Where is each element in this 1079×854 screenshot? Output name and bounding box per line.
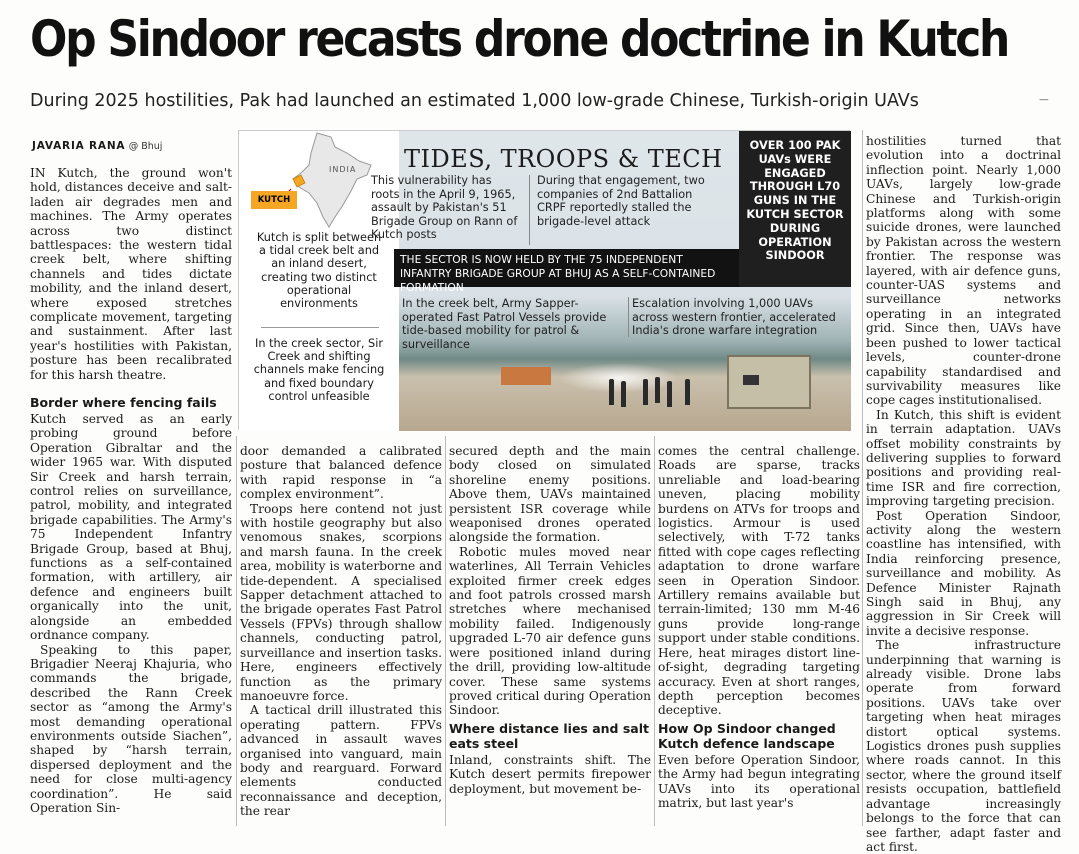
paragraph: Troops here contend not just with hostile geography but also venomous snakes, scorpions and marsh fauna. In the creek area, mobility is waterborne and tide-dependent. A specialised Sapper detachment attached to the brigade operates Fast Patrol Vessels (FPVs) through shallow channels, conducting patrol, surveillance and insertion tasks. Here, engineers effectively function as the primary manoeuvre force. (240, 501, 442, 703)
paragraph: door demanded a calibrated posture that balanced defence with rapid response in “a complex environment”. (240, 444, 442, 502)
map-caption: Kutch is split between a tidal creek belt and an inland desert, creating two distinct operational environments (256, 231, 382, 311)
info-divider (529, 175, 530, 245)
paragraph: A tactical drill illustrated this operating pattern. FPVs advanced in assault waves organised into vanguard, main body and rearguard. Forward elements conducted reconnaissance and deception, the rear (240, 703, 442, 819)
article-column-3 (449, 444, 651, 796)
author-name: JAVARIA RANA (32, 140, 126, 152)
paragraph: Speaking to this paper, Brigadier Neeraj Khajuria, who commands the brigade, described the Rann Creek sector as “among the Army's most demanding operational environments outside Siachen”, shaped by “harsh terrain, dispersed deployment and the need for close multi-agency coordination”. He said Operation Sin- (30, 642, 232, 815)
info-text: During that engagement, two companies of 2nd Battalion CRPF reportedly stalled the brigade-level attack (537, 174, 705, 228)
smoke-cloud (559, 363, 679, 393)
article-column-1b (30, 392, 232, 815)
column-rule (654, 436, 655, 826)
uav-callout-text: OVER 100 PAK UAVs WERE ENGAGED THROUGH L70 GUNS IN THE KUTCH SECTOR DURING OPERATION SINDOOR (746, 139, 844, 263)
article-column-1a (30, 166, 232, 403)
soldier-figure (667, 381, 672, 407)
paragraph: Inland, constraints shift. The Kutch desert permits firepower deployment, but movement be- (449, 752, 651, 796)
info-text: Escalation involving 1,000 UAVs across western frontier, accelerated India's drone warfare integration (632, 297, 836, 337)
paragraph: hostilities turned that evolution into a doctrinal inflection point. Nearly 1,000 UAVs, largely low-grade Chinese and Turkish-origin platforms along with some suicide drones, were launched by Pakistan across the western frontier. The response was layered, with air defence guns, counter-UAS systems and surveillance networks operating in an integrated grid. Since then, UAVs have been pushed to lower tactical levels, counter-drone capability standardised and survivability measures like cope cages institutionalised. (866, 134, 1061, 408)
soldier-figure (655, 377, 660, 403)
column-rule (862, 130, 863, 826)
info-text: In the creek belt, Army Sapper-operated Fast Patrol Vessels provide tide-based mobility for patrol & surveillance (402, 297, 607, 351)
article-column-4 (658, 444, 860, 810)
paragraph: Even before Operation Sindoor, the Army had begun integrating UAVs into its operational matrix, but last year's (658, 752, 860, 810)
soldier-figure (643, 379, 648, 405)
map-caption: In the creek sector, Sir Creek and shifting channels make fencing and fixed boundary control unfeasible (253, 337, 385, 403)
paragraph: In Kutch, this shift is evident in terrain adaptation. UAVs offset mobility constraints by delivering supplies to forward positions and providing real-time ISR and fire correction, improving targeting precision. (866, 407, 1061, 509)
paragraph: The infrastructure underpinning that warning is already visible. Drone labs operate from forward positions. UAVs take over targeting when heat mirages distort optical systems. Logistics drones push supplies where roads cannot. In this sector, where the ground itself resists occupation, battlefield advantage increasingly belongs to the force that can see farther, adapt faster and act first. (866, 638, 1061, 854)
paragraph: secured depth and the main body closed on simulated shoreline enemy positions. Above them, UAVs maintained persistent ISR coverage while weaponised drones operated alongside the formation. (449, 444, 651, 545)
paragraph: Post Operation Sindoor, activity along the western coastline has intensified, with India reinforcing presence, surveillance and mobility. As Defence Minister Rajnath Singh said in Bhuj, any aggression in Sir Creek will invite a decisive response. (866, 508, 1061, 638)
column-rule (236, 436, 237, 826)
paragraph: IN Kutch, the ground won't hold, distances deceive and salt-laden air degrades men and machines. The Army operates across two distinct battlespaces: the western tidal creek belt, where shifting channels and tides dictate mobility, and the inland desert, where exposed stretches complicate movement, targeting and sustainment. After last year's hostilities with Pakistan, posture has been recalibrated for this harsh theatre. (30, 166, 232, 382)
subheading: Where distance lies and salt eats steel (449, 720, 649, 751)
graphic-panel (238, 130, 850, 430)
bunker (727, 355, 811, 409)
uav-callout (739, 131, 851, 287)
paragraph: Kutch served as an early probing ground before Operation Gibraltar and the wider 1965 war. With disputed Sir Creek and harsh terrain, control relies on surveillance, patrol, mobility, and integrated brigade capabilities. The Army's 75 Independent Infantry Brigade Group, based at Bhuj, functions as a self-contained formation, with artillery, air defence and engineers built organically into the unit, alongside an embedded ordnance company. (30, 412, 232, 643)
soldier-figure (685, 379, 690, 405)
subhead: During 2025 hostilities, Pak had launched an estimated 1,000 low-grade Chinese, Turkish-origin UAVs (30, 91, 919, 111)
soldier-figure (621, 381, 626, 407)
paragraph: comes the central challenge. Roads are sparse, tracks unreliable and load-bearing uneven, placing mobility burdens on ATVs for troops and logistics. Armour is used selectively, with T-72 tanks fitted with cope cages reflecting adaptation to drone warfare seen in Operation Sindoor. Artillery remains available but terrain-limited; 130 mm M-46 guns provide long-range support under stable conditions. Here, heat mirages distort line-of-sight, degrading targeting accuracy. Even at short ranges, depth perception becomes deceptive. (658, 444, 860, 718)
caption-divider (261, 327, 379, 328)
map-country-label: INDIA (329, 165, 357, 174)
kutch-tag: KUTCH (251, 191, 297, 209)
soldier-figure (609, 379, 614, 405)
corner-mark-icon: − (1038, 92, 1050, 108)
byline (32, 140, 162, 152)
paragraph: Robotic mules moved near waterlines, All Terrain Vehicles exploited firmer creek edges and foot patrols crossed marsh stretches where mechanised mobility failed. Indigenously upgraded L-70 air defence guns were positioned inland during the drill, providing low-altitude cover. These same systems proved critical during Operation Sindoor. (449, 544, 651, 718)
highlight-band: THE SECTOR IS NOW HELD BY THE 75 INDEPENDENT INFANTRY BRIGADE GROUP AT BHUJ AS A SELF-CONTAINED FORMATION (394, 249, 739, 287)
info-text: This vulnerability has roots in the April 9, 1965, assault by Pakistan's 51 Brigade Group on Rann of Kutch posts (371, 174, 518, 241)
subheading: Border where fencing fails (30, 395, 217, 410)
column-rule (445, 436, 446, 826)
author-location: @ Bhuj (128, 141, 163, 152)
info-divider (628, 297, 629, 337)
subheading: How Op Sindoor changed Kutch defence landscape (658, 720, 836, 751)
graphic-title: TIDES, TROOPS & TECH (404, 145, 723, 173)
article-column-5 (866, 134, 1061, 854)
article-column-2 (240, 444, 442, 819)
headline: Op Sindoor recasts drone doctrine in Kutch (30, 10, 1009, 68)
tent-shelter (501, 367, 551, 385)
